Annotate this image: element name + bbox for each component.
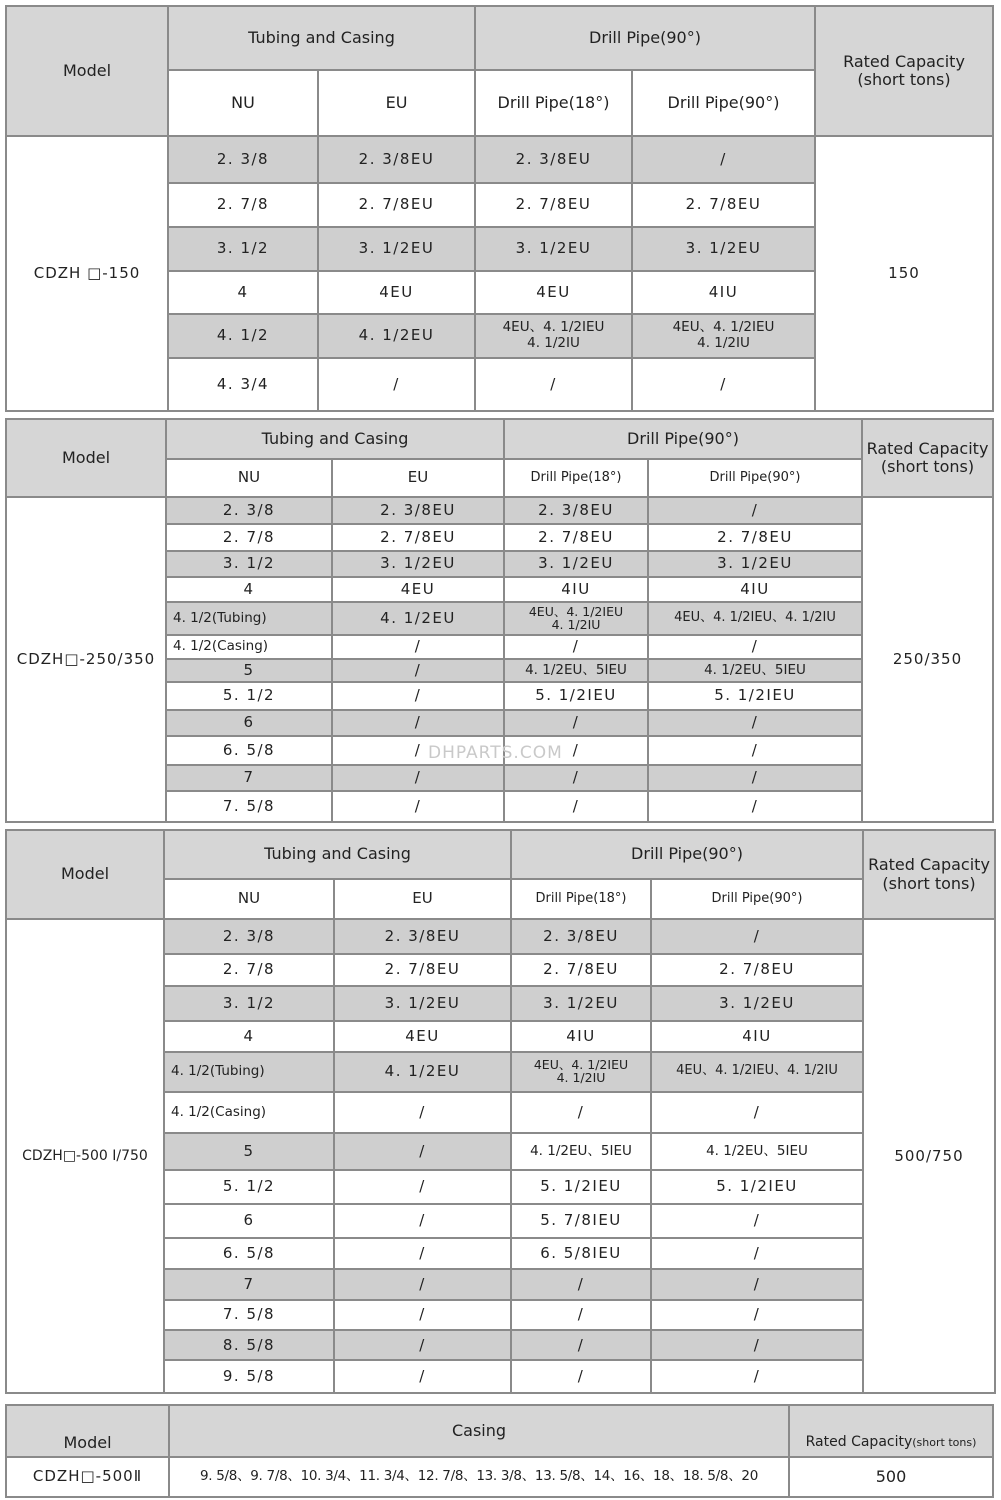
- dp18-cell: /: [504, 635, 648, 659]
- nu-cell: 8. 5/8: [164, 1330, 334, 1360]
- eu-header: EU: [332, 459, 504, 497]
- eu-cell: /: [334, 1300, 511, 1330]
- eu-cell: 2. 3/8EU: [318, 136, 475, 183]
- eu-cell: /: [332, 635, 504, 659]
- nu-cell: 2. 3/8: [164, 919, 334, 953]
- rated-capacity-unit: (short tons): [912, 1435, 977, 1449]
- dp90-cell: 4. 1/2EU、5IEU: [648, 659, 862, 682]
- eu-cell: /: [318, 358, 475, 411]
- dp90-cell: /: [651, 919, 863, 953]
- nu-cell: 4. 3/4: [168, 358, 318, 411]
- rated-capacity-value: 250/350: [862, 497, 993, 822]
- spec-table-500-750: [5, 829, 996, 1394]
- dp90-cell: /: [632, 136, 815, 183]
- dp90-cell: 2. 7/8EU: [648, 524, 862, 551]
- nu-cell: 4. 1/2(Casing): [166, 635, 332, 659]
- drill-pipe-18-header: Drill Pipe(18°): [504, 459, 648, 497]
- eu-cell: /: [334, 1092, 511, 1134]
- eu-cell: 4. 1/2EU: [332, 602, 504, 635]
- nu-cell: 6: [164, 1204, 334, 1237]
- rated-capacity-value: 500/750: [863, 919, 995, 1393]
- dp18-cell: 5. 1/2IEU: [504, 682, 648, 710]
- eu-header: EU: [318, 70, 475, 136]
- dp90-cell: 4EU、4. 1/2IEU、4. 1/2IU: [651, 1052, 863, 1092]
- eu-cell: /: [332, 791, 504, 822]
- dp18-cell: 4IU: [511, 1021, 651, 1052]
- dp18-cell: 4EU、4. 1/2IEU 4. 1/2IU: [475, 314, 632, 358]
- eu-cell: 2. 3/8EU: [332, 497, 504, 524]
- nu-cell: 2. 3/8: [168, 136, 318, 183]
- drill-pipe-90-header: Drill Pipe(90°): [632, 70, 815, 136]
- spec-table-150: [5, 5, 994, 412]
- drill-pipe-header: Drill Pipe(90°): [511, 830, 863, 879]
- rated-capacity-label: Rated Capacity: [805, 1433, 913, 1450]
- dp90-cell: /: [648, 497, 862, 524]
- rated-capacity-header: [789, 1405, 993, 1457]
- eu-cell: 4EU: [334, 1021, 511, 1052]
- dp18-cell: 5. 1/2IEU: [511, 1170, 651, 1204]
- dp90-cell: 4IU: [632, 271, 815, 314]
- model-header: Model: [6, 6, 168, 136]
- dp18-cell: 4IU: [504, 577, 648, 602]
- dp90-cell: 3. 1/2EU: [651, 986, 863, 1020]
- dp18-cell: /: [511, 1360, 651, 1393]
- nu-header: NU: [164, 879, 334, 920]
- dp90-cell: /: [651, 1238, 863, 1269]
- nu-cell: 7. 5/8: [166, 791, 332, 822]
- eu-cell: 4EU: [318, 271, 475, 314]
- nu-header: NU: [166, 459, 332, 497]
- nu-cell: 3. 1/2: [166, 551, 332, 577]
- nu-cell: 4: [166, 577, 332, 602]
- nu-cell: 2. 3/8: [166, 497, 332, 524]
- model-header: Model: [6, 1405, 169, 1457]
- dp90-cell: 2. 7/8EU: [632, 183, 815, 227]
- eu-cell: 4. 1/2EU: [334, 1052, 511, 1092]
- nu-cell: 4. 1/2(Casing): [164, 1092, 334, 1134]
- watermark-text: DHPARTS.COM: [428, 743, 563, 763]
- model-name: CDZH □-150: [6, 136, 168, 411]
- casing-header: Casing: [169, 1405, 789, 1457]
- nu-cell: 9. 5/8: [164, 1360, 334, 1393]
- dp90-cell: 4IU: [648, 577, 862, 602]
- nu-cell: 3. 1/2: [164, 986, 334, 1020]
- dp18-cell: /: [511, 1330, 651, 1360]
- dp90-cell: /: [648, 635, 862, 659]
- dp18-cell: 3. 1/2EU: [504, 551, 648, 577]
- drill-pipe-18-header: Drill Pipe(18°): [475, 70, 632, 136]
- nu-cell: 4: [168, 271, 318, 314]
- drill-pipe-header: Drill Pipe(90°): [504, 419, 862, 459]
- nu-cell: 5: [164, 1133, 334, 1170]
- nu-cell: 6: [166, 710, 332, 736]
- eu-cell: /: [334, 1360, 511, 1393]
- eu-cell: 2. 7/8EU: [334, 954, 511, 986]
- spec-table-250-350: [5, 418, 994, 823]
- tubing-casing-header: Tubing and Casing: [166, 419, 504, 459]
- dp90-cell: /: [651, 1092, 863, 1134]
- dp90-cell: 2. 7/8EU: [651, 954, 863, 986]
- dp18-cell: /: [511, 1269, 651, 1299]
- eu-cell: /: [334, 1269, 511, 1299]
- nu-cell: 2. 7/8: [164, 954, 334, 986]
- dp90-cell: /: [648, 791, 862, 822]
- dp18-cell: 4EU: [475, 271, 632, 314]
- nu-cell: 7. 5/8: [164, 1300, 334, 1330]
- eu-cell: 2. 7/8EU: [332, 524, 504, 551]
- dp18-cell: /: [504, 765, 648, 791]
- tubing-casing-header: Tubing and Casing: [168, 6, 475, 70]
- dp18-cell: 4. 1/2EU、5IEU: [504, 659, 648, 682]
- nu-cell: 4: [164, 1021, 334, 1052]
- tubing-casing-header: Tubing and Casing: [164, 830, 511, 879]
- eu-cell: /: [332, 765, 504, 791]
- nu-cell: 2. 7/8: [166, 524, 332, 551]
- eu-cell: /: [332, 682, 504, 710]
- rated-capacity-value: 500: [789, 1457, 993, 1497]
- dp90-cell: /: [651, 1360, 863, 1393]
- model-name: CDZH□-250/350: [6, 497, 166, 822]
- nu-cell: 2. 7/8: [168, 183, 318, 227]
- eu-cell: 2. 7/8EU: [318, 183, 475, 227]
- nu-cell: 5: [166, 659, 332, 682]
- dp90-cell: /: [632, 358, 815, 411]
- eu-cell: /: [332, 659, 504, 682]
- nu-cell: 6. 5/8: [164, 1238, 334, 1269]
- eu-cell: /: [334, 1238, 511, 1269]
- nu-cell: 7: [164, 1269, 334, 1299]
- eu-cell: 2. 3/8EU: [334, 919, 511, 953]
- eu-cell: /: [332, 710, 504, 736]
- dp90-cell: 4. 1/2EU、5IEU: [651, 1133, 863, 1170]
- dp18-cell: 2. 7/8EU: [504, 524, 648, 551]
- nu-cell: 7: [166, 765, 332, 791]
- dp18-cell: 2. 3/8EU: [504, 497, 648, 524]
- spec-table-500-ii: [5, 1404, 994, 1498]
- dp90-cell: /: [648, 710, 862, 736]
- dp90-cell: 3. 1/2EU: [632, 227, 815, 271]
- nu-cell: 4. 1/2: [168, 314, 318, 358]
- dp18-cell: /: [504, 710, 648, 736]
- dp18-cell: /: [511, 1300, 651, 1330]
- eu-cell: /: [334, 1133, 511, 1170]
- nu-cell: 4. 1/2(Tubing): [164, 1052, 334, 1092]
- dp18-cell: 5. 7/8IEU: [511, 1204, 651, 1237]
- dp90-cell: 4IU: [651, 1021, 863, 1052]
- eu-cell: /: [332, 736, 504, 765]
- dp18-cell: 2. 7/8EU: [511, 954, 651, 986]
- dp18-cell: /: [511, 1092, 651, 1134]
- eu-cell: 3. 1/2EU: [332, 551, 504, 577]
- dp90-cell: 5. 1/2IEU: [648, 682, 862, 710]
- dp18-cell: /: [504, 736, 648, 765]
- nu-cell: 3. 1/2: [168, 227, 318, 271]
- model-name: CDZH□-500 Ⅰ/750: [6, 919, 164, 1393]
- rated-capacity-header: Rated Capacity (short tons): [815, 6, 993, 136]
- dp18-cell: 4. 1/2EU、5IEU: [511, 1133, 651, 1170]
- eu-header: EU: [334, 879, 511, 920]
- drill-pipe-18-header: Drill Pipe(18°): [511, 879, 651, 920]
- dp90-cell: /: [651, 1269, 863, 1299]
- dp90-cell: 4EU、4. 1/2IEU、4. 1/2IU: [648, 602, 862, 635]
- nu-cell: 4. 1/2(Tubing): [166, 602, 332, 635]
- drill-pipe-header: Drill Pipe(90°): [475, 6, 815, 70]
- model-header: Model: [6, 419, 166, 497]
- nu-cell: 5. 1/2: [164, 1170, 334, 1204]
- dp18-cell: /: [504, 791, 648, 822]
- model-header: Model: [6, 830, 164, 919]
- rated-capacity-header: Rated Capacity (short tons): [862, 419, 993, 497]
- dp18-cell: 4EU、4. 1/2IEU 4. 1/2IU: [511, 1052, 651, 1092]
- eu-cell: /: [334, 1204, 511, 1237]
- nu-header: NU: [168, 70, 318, 136]
- rated-capacity-value: 150: [815, 136, 993, 411]
- dp18-cell: 4EU、4. 1/2IEU 4. 1/2IU: [504, 602, 648, 635]
- dp90-cell: 4EU、4. 1/2IEU 4. 1/2IU: [632, 314, 815, 358]
- eu-cell: 3. 1/2EU: [318, 227, 475, 271]
- drill-pipe-90-header: Drill Pipe(90°): [648, 459, 862, 497]
- rated-capacity-header: Rated Capacity (short tons): [863, 830, 995, 919]
- nu-cell: 5. 1/2: [166, 682, 332, 710]
- eu-cell: 4. 1/2EU: [318, 314, 475, 358]
- nu-cell: 6. 5/8: [166, 736, 332, 765]
- dp90-cell: /: [651, 1204, 863, 1237]
- dp90-cell: 5. 1/2IEU: [651, 1170, 863, 1204]
- dp18-cell: 2. 3/8EU: [511, 919, 651, 953]
- dp18-cell: /: [475, 358, 632, 411]
- dp90-cell: /: [651, 1330, 863, 1360]
- dp18-cell: 6. 5/8IEU: [511, 1238, 651, 1269]
- eu-cell: /: [334, 1170, 511, 1204]
- eu-cell: 4EU: [332, 577, 504, 602]
- casing-sizes: 9. 5/8、9. 7/8、10. 3/4、11. 3/4、12. 7/8、13. 3/8、13. 5/8、14、16、18、18. 5/8、20: [169, 1457, 789, 1497]
- model-name: CDZH□-500Ⅱ: [6, 1457, 169, 1497]
- dp90-cell: /: [651, 1300, 863, 1330]
- dp90-cell: /: [648, 765, 862, 791]
- eu-cell: 3. 1/2EU: [334, 986, 511, 1020]
- dp18-cell: 3. 1/2EU: [511, 986, 651, 1020]
- drill-pipe-90-header: Drill Pipe(90°): [651, 879, 863, 920]
- dp18-cell: 2. 7/8EU: [475, 183, 632, 227]
- eu-cell: /: [334, 1330, 511, 1360]
- dp90-cell: 3. 1/2EU: [648, 551, 862, 577]
- dp90-cell: /: [648, 736, 862, 765]
- dp18-cell: 3. 1/2EU: [475, 227, 632, 271]
- dp18-cell: 2. 3/8EU: [475, 136, 632, 183]
